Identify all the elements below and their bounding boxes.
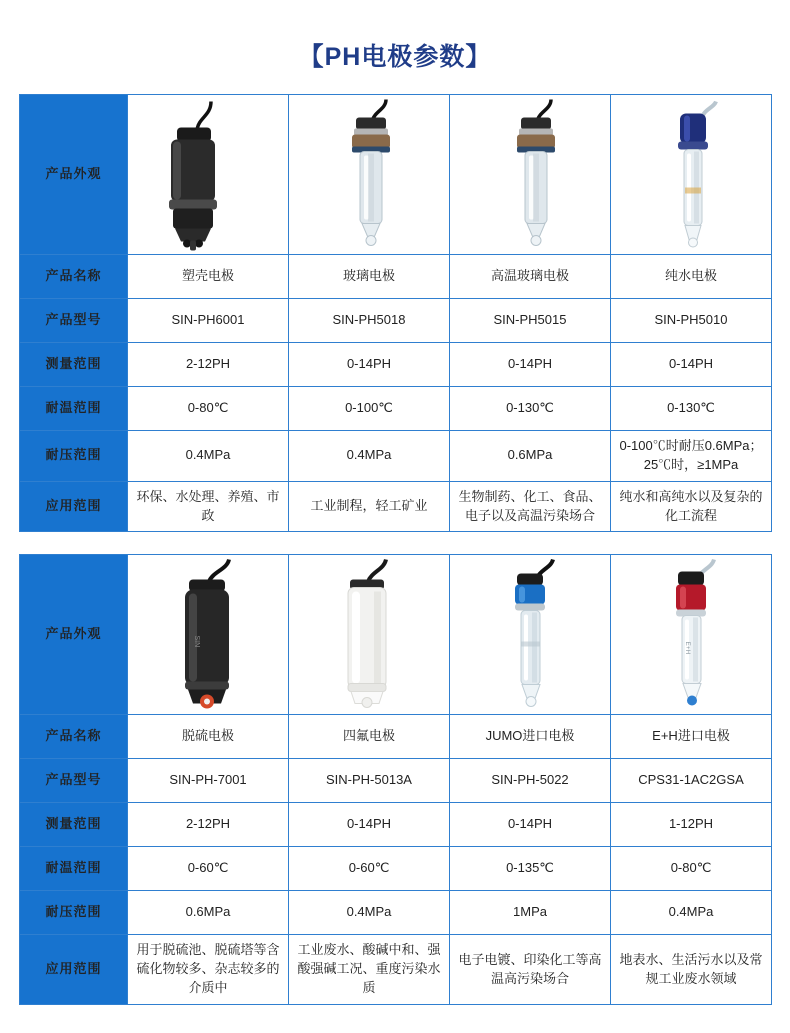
table-row-temperature (20, 847, 772, 891)
cell-range-3: 0-14PH (450, 803, 611, 847)
cell-application-4: 纯水和高纯水以及复杂的化工流程 (611, 481, 772, 532)
table-row-appearance (20, 95, 772, 255)
table-row-model (20, 299, 772, 343)
cell-model-4: SIN-PH5010 (611, 299, 772, 343)
glass-ph-electrode-icon (289, 95, 449, 254)
cell-range-1: 2-12PH (128, 803, 289, 847)
spec-table-1 (19, 94, 772, 532)
table-row-application (20, 935, 772, 1005)
spec-table-2 (19, 554, 772, 1005)
table-row-temperature (20, 387, 772, 431)
cell-temperature-3: 0-130℃ (450, 387, 611, 431)
cell-model-3: SIN-PH-5022 (450, 759, 611, 803)
cell-temperature-3: 0-135℃ (450, 847, 611, 891)
cell-temperature-4: 0-80℃ (611, 847, 772, 891)
table-row-pressure (20, 431, 772, 482)
cell-temperature-2: 0-100℃ (289, 387, 450, 431)
pure-water-ph-electrode-icon (611, 95, 771, 254)
svg-text:E+H: E+H (684, 641, 691, 655)
row-label-model: 产品型号 (20, 299, 128, 343)
cell-model-4: CPS31-1AC2GSA (611, 759, 772, 803)
cell-pressure-1: 0.6MPa (128, 891, 289, 935)
cell-name-4: 纯水电极 (611, 255, 772, 299)
cell-range-4: 1-12PH (611, 803, 772, 847)
cell-application-4: 地表水、生活污水以及常规工业废水领域 (611, 935, 772, 1005)
cell-application-1: 用于脱硫池、脱硫塔等含硫化物较多、杂志较多的介质中 (128, 935, 289, 1005)
cell-appearance-3 (450, 95, 611, 255)
cell-name-2: 玻璃电极 (289, 255, 450, 299)
table-row-model (20, 759, 772, 803)
eh-imported-ph-electrode-icon (611, 555, 771, 714)
row-label-pressure: 耐压范围 (20, 891, 128, 935)
row-label-application: 应用范围 (20, 935, 128, 1005)
table-row-application (20, 481, 772, 532)
cell-application-2: 工业制程，轻工矿业 (289, 481, 450, 532)
cell-model-2: SIN-PH5018 (289, 299, 450, 343)
cell-appearance-2 (289, 95, 450, 255)
cell-temperature-4: 0-130℃ (611, 387, 772, 431)
cell-pressure-2: 0.4MPa (289, 891, 450, 935)
row-label-name: 产品名称 (20, 715, 128, 759)
cell-model-1: SIN-PH6001 (128, 299, 289, 343)
cell-range-1: 2-12PH (128, 343, 289, 387)
cell-range-4: 0-14PH (611, 343, 772, 387)
row-label-name: 产品名称 (20, 255, 128, 299)
row-label-appearance: 产品外观 (20, 95, 128, 255)
spec-table-1-wrapper (19, 94, 771, 532)
cell-application-2: 工业废水、酸碱中和、强酸强碱工况、重度污染水质 (289, 935, 450, 1005)
cell-pressure-4: 0.4MPa (611, 891, 772, 935)
high-temp-glass-ph-electrode-icon (450, 95, 610, 254)
cell-name-3: 高温玻璃电极 (450, 255, 611, 299)
row-label-model: 产品型号 (20, 759, 128, 803)
plastic-body-ph-electrode-icon (128, 95, 288, 254)
cell-range-3: 0-14PH (450, 343, 611, 387)
cell-appearance-4 (611, 555, 772, 715)
page-title: 【PH电极参数】 (298, 43, 492, 71)
ptfe-ph-electrode-icon (289, 555, 449, 714)
cell-pressure-1: 0.4MPa (128, 431, 289, 482)
cell-temperature-1: 0-80℃ (128, 387, 289, 431)
cell-temperature-1: 0-60℃ (128, 847, 289, 891)
table-row-name (20, 255, 772, 299)
table-row-name (20, 715, 772, 759)
cell-application-3: 生物制药、化工、食品、电子以及高温污染场合 (450, 481, 611, 532)
cell-appearance-1 (128, 555, 289, 715)
cell-name-3: JUMO进口电极 (450, 715, 611, 759)
table-row-appearance (20, 555, 772, 715)
cell-appearance-3 (450, 555, 611, 715)
cell-model-1: SIN-PH-7001 (128, 759, 289, 803)
row-label-pressure: 耐压范围 (20, 431, 128, 482)
cell-range-2: 0-14PH (289, 803, 450, 847)
cell-model-3: SIN-PH5015 (450, 299, 611, 343)
cell-name-1: 脱硫电极 (128, 715, 289, 759)
row-label-range: 测量范围 (20, 803, 128, 847)
row-label-appearance: 产品外观 (20, 555, 128, 715)
cell-pressure-2: 0.4MPa (289, 431, 450, 482)
row-label-temperature: 耐温范围 (20, 387, 128, 431)
cell-model-2: SIN-PH-5013A (289, 759, 450, 803)
cell-pressure-4: 0-100℃时耐压0.6MPa；25℃时，≥1MPa (611, 431, 772, 482)
jumo-imported-ph-electrode-icon (450, 555, 610, 714)
table-row-range (20, 343, 772, 387)
desulfurization-ph-electrode-icon (128, 555, 288, 714)
cell-pressure-3: 1MPa (450, 891, 611, 935)
cell-application-1: 环保、水处理、养殖、市政 (128, 481, 289, 532)
cell-name-1: 塑壳电极 (128, 255, 289, 299)
cell-name-4: E+H进口电极 (611, 715, 772, 759)
cell-pressure-3: 0.6MPa (450, 431, 611, 482)
table-row-range (20, 803, 772, 847)
row-label-range: 测量范围 (20, 343, 128, 387)
spec-table-2-wrapper (19, 554, 771, 1005)
table-row-pressure (20, 891, 772, 935)
row-label-application: 应用范围 (20, 481, 128, 532)
cell-appearance-4 (611, 95, 772, 255)
cell-appearance-2 (289, 555, 450, 715)
row-label-temperature: 耐温范围 (20, 847, 128, 891)
cell-temperature-2: 0-60℃ (289, 847, 450, 891)
svg-text:SIN: SIN (193, 635, 200, 648)
cell-appearance-1 (128, 95, 289, 255)
cell-name-2: 四氟电极 (289, 715, 450, 759)
cell-application-3: 电子电镀、印染化工等高温高污染场合 (450, 935, 611, 1005)
cell-range-2: 0-14PH (289, 343, 450, 387)
